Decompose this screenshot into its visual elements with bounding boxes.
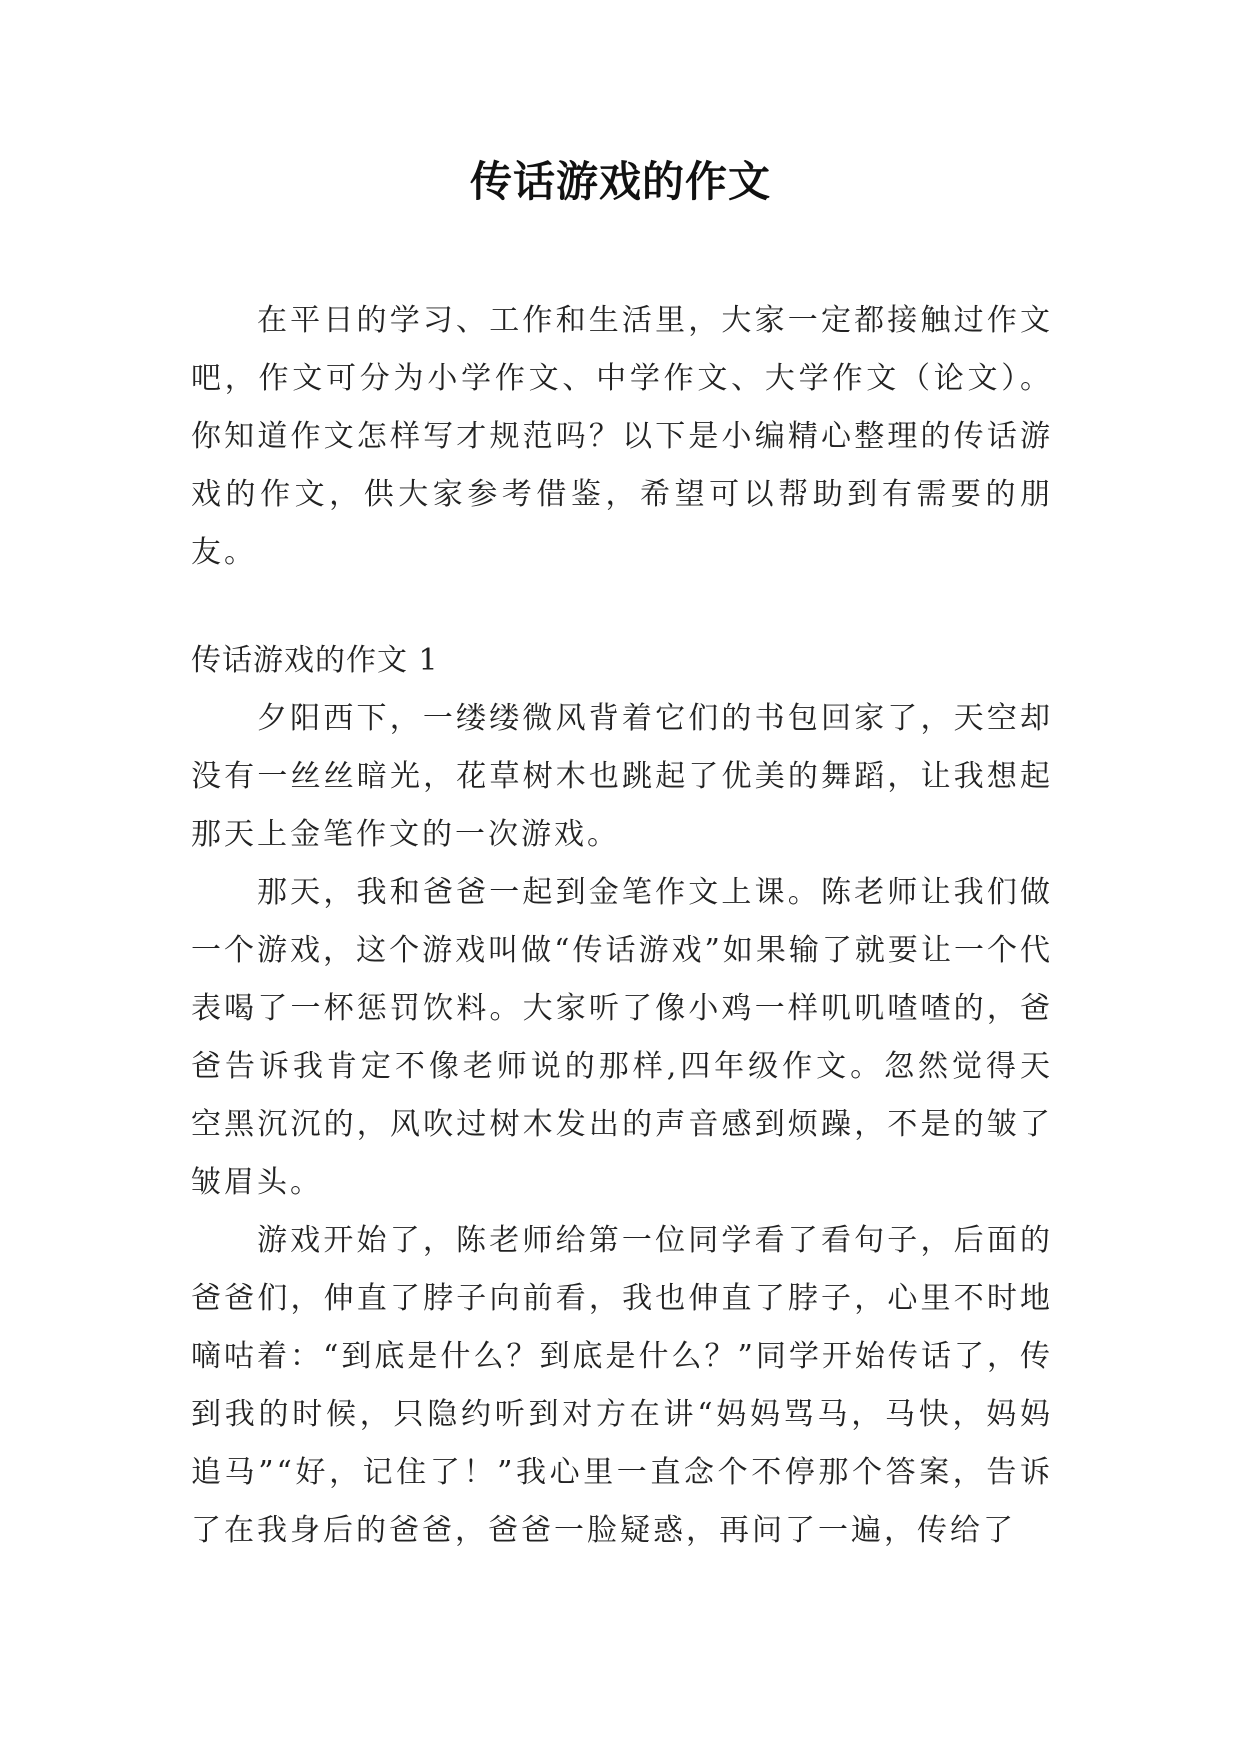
intro-paragraph: 在平日的学习、工作和生活里，大家一定都接触过作文吧，作文可分为小学作文、中学作文、大学作文（论文）。你知道作文怎样写才规范吗？以下是小编精心整理的传话游戏的作文，供大家参考借鉴，希望可以帮助到有需要的朋友。 xyxy=(191,303,1053,570)
document-title: 传话游戏的作文 xyxy=(469,157,771,206)
body-paragraph: 游戏开始了，陈老师给第一位同学看了看句子，后面的爸爸们，伸直了脖子向前看，我也伸直了脖子，心里不时地嘀咕着：“到底是什么？到底是什么？”同学开始传话了，传到我的时候，只隐约听到对方在讲“妈妈骂马，马快，妈妈追马”“好，记住了！”我心里一直念个不停那个答案，告诉了在我身后的爸爸，爸爸一脸疑惑，再问了一遍，传给了 xyxy=(191,1223,1053,1548)
document-body xyxy=(191,292,1053,1560)
body-paragraph: 那天，我和爸爸一起到金笔作文上课。陈老师让我们做一个游戏，这个游戏叫做“传话游戏”如果输了就要让一个代表喝了一杯惩罚饮料。大家听了像小鸡一样叽叽喳喳的，爸爸告诉我肯定不像老师说的那样,四年级作文。忽然觉得天空黑沉沉的，风吹过树木发出的声音感到烦躁，不是的皱了皱眉头。 xyxy=(191,875,1053,1200)
body-paragraph: 夕阳西下，一缕缕微风背着它们的书包回家了，天空却没有一丝丝暗光，花草树木也跳起了优美的舞蹈，让我想起那天上金笔作文的一次游戏。 xyxy=(191,701,1053,852)
section-heading: 传话游戏的作文 1 xyxy=(191,643,439,678)
